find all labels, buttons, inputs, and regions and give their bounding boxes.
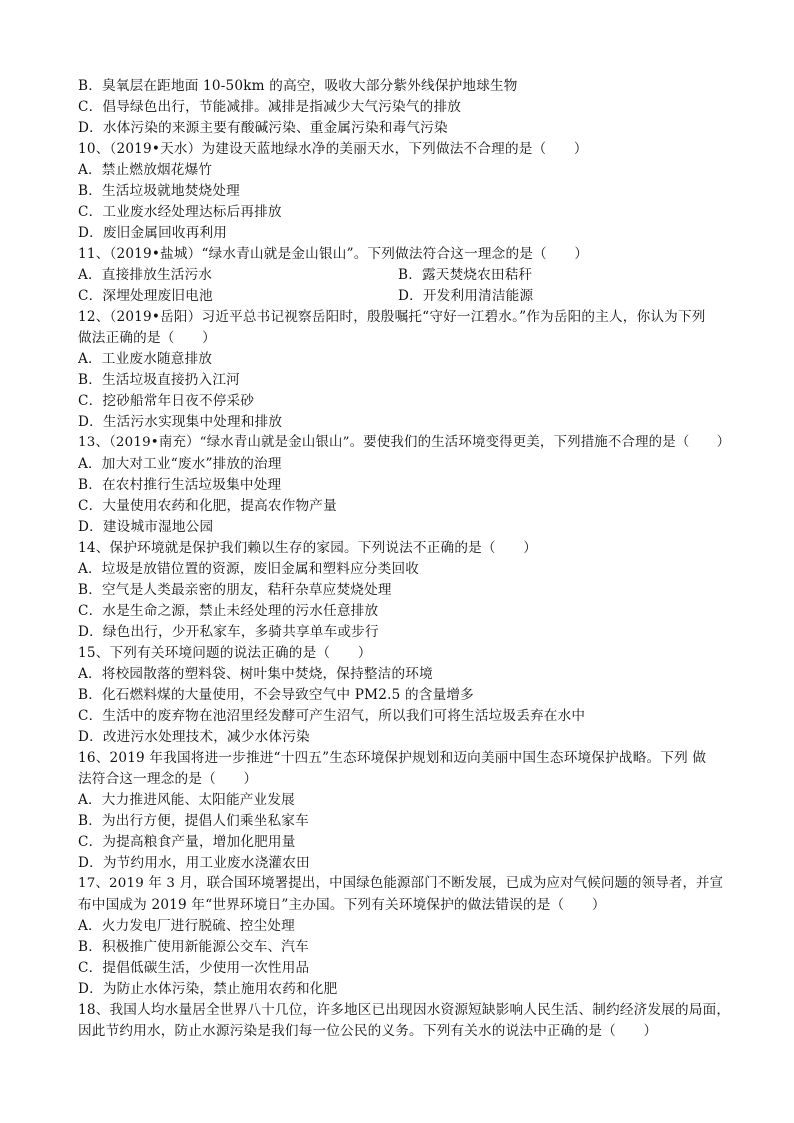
q10-option-a: A．禁止燃放烟花爆竹 [78, 162, 213, 178]
q9-option-d: D．水体污染的来源主要有酸碱污染、重金属污染和毒气污染 [78, 120, 448, 136]
q11-option-d: D．开发利用清洁能源 [398, 288, 534, 304]
q9-option-b: B．臭氧层在距地面 10-50km 的高空，吸收大部分紫外线保护地球生物 [78, 78, 518, 94]
q13-stem: 13、（2019•南充）“绿水青山就是金山银山”。要使我们的生活环境变得更美，下列措施不合理的是（ ） [78, 435, 731, 450]
q12-stem: 12、（2019•岳阳）习近平总书记视察岳阳时，殷殷嘱托“守好一江碧水。”作为岳阳的主人，你认为下列 [78, 309, 706, 325]
q18-stem-cont: 因此节约用水，防止水源污染是我们每一位公民的义务。下列有关水的说法中正确的是（ ） [78, 1023, 658, 1039]
q14-option-d: D．绿色出行，少开私家车，多骑共享单车或步行 [78, 624, 379, 640]
q14-option-a: A．垃圾是放错位置的资源，废旧金属和塑料应分类回收 [78, 561, 420, 577]
q17-option-d: D．为防止水体污染，禁止施用农药和化肥 [78, 981, 338, 997]
q17-option-c: C．提倡低碳生活，少使用一次性用品 [78, 960, 310, 976]
q16-stem: 16、2019 年我国将进一步推进“十四五”生态环境保护规划和迈向美丽中国生态环境保护战略。下列 做 [78, 750, 707, 766]
q15-option-a: A．将校园散落的塑料袋、树叶集中焚烧，保持整洁的环境 [78, 666, 433, 682]
q17-option-a: A．火力发电厂进行脱硫、控尘处理 [78, 918, 295, 934]
q16-option-c: C．为提高粮食产量，增加化肥用量 [78, 834, 296, 850]
q12-option-a: A．工业废水随意排放 [78, 351, 213, 367]
q14-stem: 14、保护环境就是保护我们赖以生存的家园。下列说法不正确的是（ ） [78, 540, 538, 556]
q16-option-b: B．为出行方便，提倡人们乘坐私家车 [78, 813, 309, 829]
q12-stem-cont: 做法正确的是（ ） [78, 330, 216, 346]
q17-stem-cont: 布中国成为 2019 年“世界环境日”主办国。下列有关环境保护的做法错误的是（ ） [78, 897, 606, 913]
q18-stem: 18、我国人均水量居全世界八十几位，许多地区已出现因水资源短缺影响人民生活、制约经济发展的局面， [78, 1002, 731, 1018]
q11-option-a: A．直接排放生活污水 [78, 267, 213, 283]
q13-option-a: A．加大对工业“废水”排放的治理 [78, 456, 282, 472]
q11-option-b: B．露天焚烧农田秸秆 [398, 267, 533, 283]
q12-option-c: C．挖砂船常年日夜不停采砂 [78, 393, 255, 409]
q10-option-d: D．废旧金属回收再利用 [78, 225, 228, 241]
q13-option-b: B．在农村推行生活垃圾集中处理 [78, 477, 282, 493]
q15-option-d: D．改进污水处理技术，减少水体污染 [78, 729, 310, 745]
q16-option-d: D．为节约用水，用工业废水浇灌农田 [78, 855, 310, 871]
q9-option-c: C．倡导绿色出行，节能减排。减排是指减少大气污染气的排放 [78, 99, 462, 115]
q13-option-d: D．建设城市湿地公园 [78, 519, 214, 535]
q15-option-b: B．化石燃料煤的大量使用，不会导致空气中 PM2.5 的含量增多 [78, 687, 474, 703]
q10-option-c: C．工业废水经处理达标后再排放 [78, 204, 282, 220]
q11-option-c: C．深埋处理废旧电池 [78, 288, 213, 304]
q15-option-c: C．生活中的废弃物在池沼里经发酵可产生沼气，所以我们可将生活垃圾丢弃在水中 [78, 708, 586, 724]
q17-option-b: B．积极推广使用新能源公交车、汽车 [78, 939, 309, 955]
q15-stem: 15、下列有关环境问题的说法正确的是（ ） [78, 645, 372, 661]
q16-option-a: A．大力推进风能、太阳能产业发展 [78, 792, 295, 808]
q10-stem: 10、（2019•天水）为建设天蓝地绿水净的美丽天水，下列做法不合理的是（ ） [78, 141, 588, 157]
q17-stem: 17、2019 年 3 月，联合国环境署提出，中国绿色能源部门不断发展，已成为应对气候问题的领导者，并宣 [78, 876, 724, 891]
q14-option-c: C．水是生命之源，禁止未经处理的污水任意排放 [78, 603, 379, 619]
q13-option-c: C．大量使用农药和化肥，提高农作物产量 [78, 498, 337, 514]
q11-stem: 11、（2019•盐城）“绿水青山就是金山银山”。下列做法符合这一理念的是（ ） [78, 246, 589, 262]
q10-option-b: B．生活垃圾就地焚烧处理 [78, 183, 240, 199]
q12-option-b: B．生活垃圾直接扔入江河 [78, 372, 240, 388]
q16-stem-cont: 法符合这一理念的是（ ） [78, 771, 258, 787]
q14-option-b: B．空气是人类最亲密的朋友，秸秆杂草应焚烧处理 [78, 582, 392, 598]
q12-option-d: D．生活污水实现集中处理和排放 [78, 414, 283, 430]
